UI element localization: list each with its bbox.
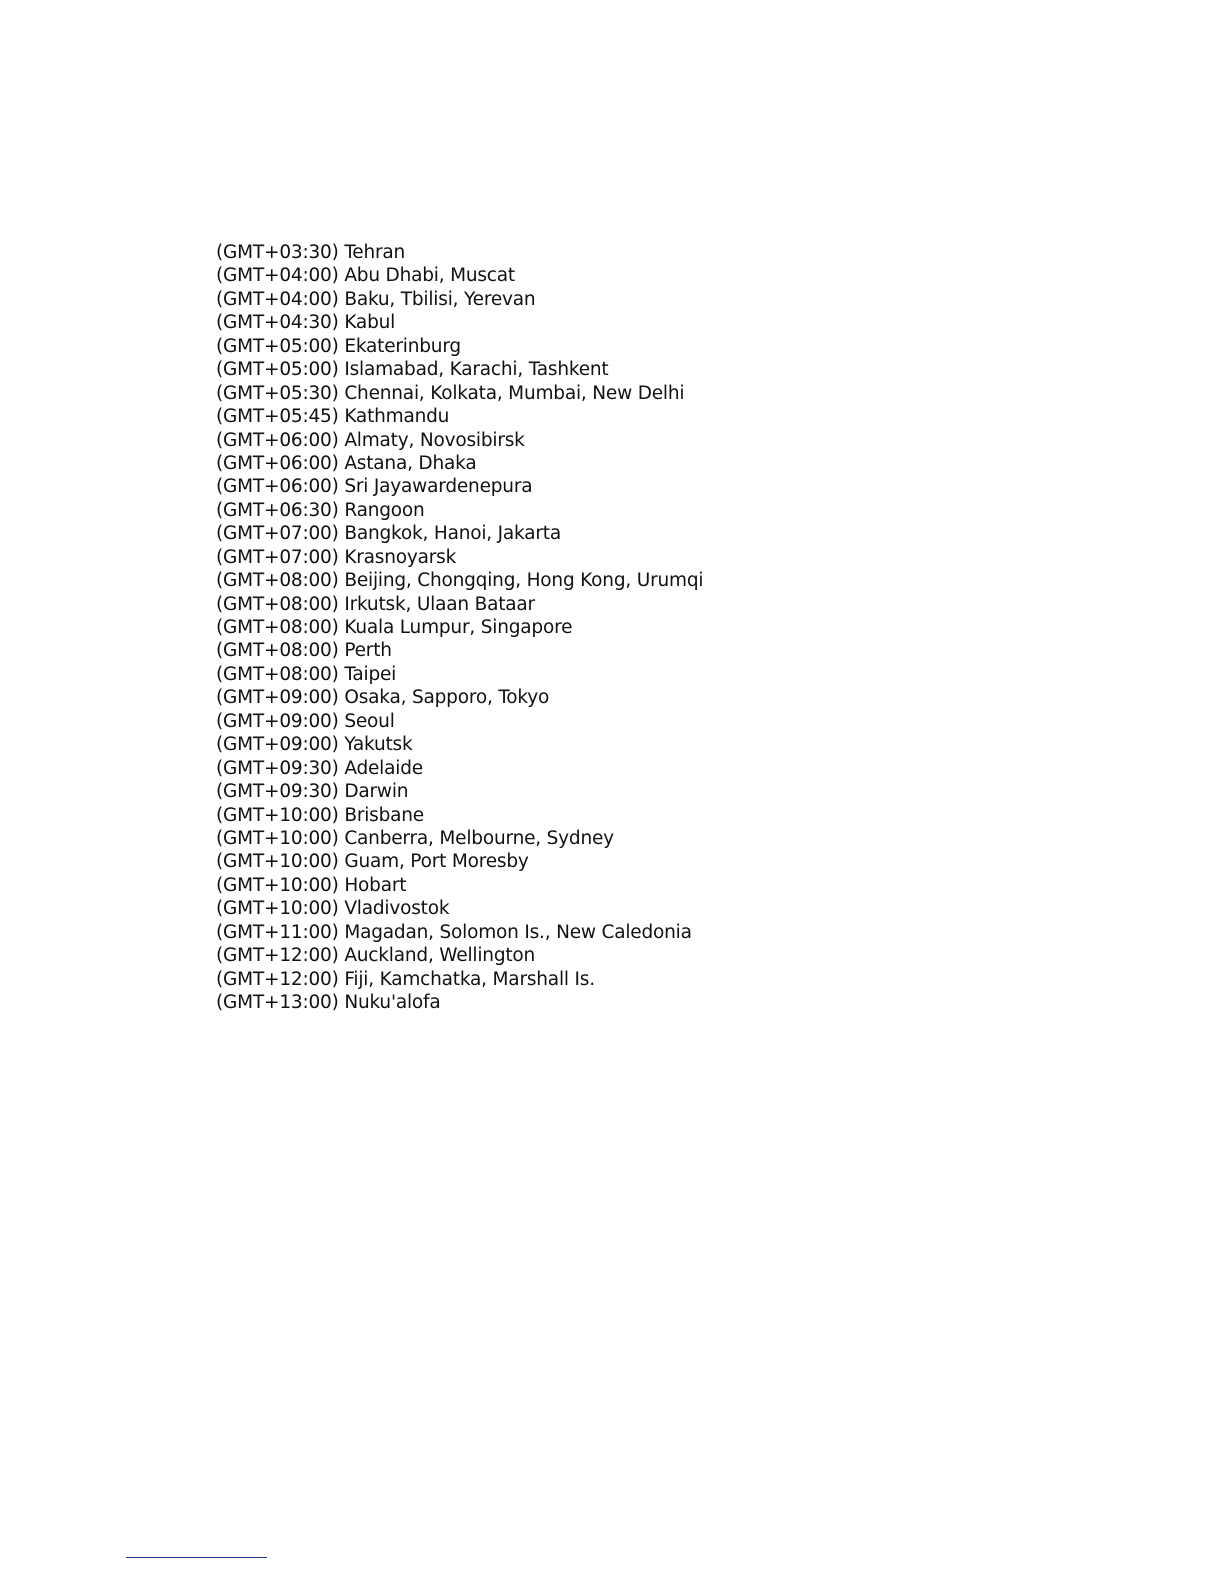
list-item: (GMT+12:00) Fiji, Kamchatka, Marshall Is. — [216, 968, 595, 990]
list-item: (GMT+12:00) Auckland, Wellington — [216, 945, 536, 967]
list-item: (GMT+06:00) Almaty, Novosibirsk — [216, 429, 525, 451]
list-item: (GMT+05:45) Kathmandu — [216, 406, 450, 428]
list-item: (GMT+10:00) Brisbane — [216, 804, 424, 826]
footnote-separator — [126, 1557, 267, 1558]
list-item: (GMT+04:30) Kabul — [216, 312, 396, 334]
list-item: (GMT+10:00) Canberra, Melbourne, Sydney — [216, 827, 614, 849]
list-item: (GMT+08:00) Beijing, Chongqing, Hong Kong, Urumqi — [216, 570, 704, 592]
list-item: (GMT+05:00) Ekaterinburg — [216, 335, 461, 357]
list-item: (GMT+10:00) Vladivostok — [216, 898, 450, 920]
list-item: (GMT+10:00) Guam, Port Moresby — [216, 851, 529, 873]
list-item: (GMT+13:00) Nuku'alofa — [216, 992, 441, 1013]
list-item: (GMT+07:00) Bangkok, Hanoi, Jakarta — [216, 523, 561, 545]
list-item: (GMT+06:00) Sri Jayawardenepura — [216, 476, 533, 498]
list-item: (GMT+04:00) Abu Dhabi, Muscat — [216, 265, 515, 287]
list-item: (GMT+06:30) Rangoon — [216, 499, 425, 521]
list-item: (GMT+04:00) Baku, Tbilisi, Yerevan — [216, 288, 536, 310]
list-item: (GMT+08:00) Irkutsk, Ulaan Bataar — [216, 593, 535, 615]
list-item: (GMT+05:00) Islamabad, Karachi, Tashkent — [216, 359, 609, 381]
list-item: (GMT+09:30) Adelaide — [216, 757, 423, 779]
list-item: (GMT+09:00) Yakutsk — [216, 734, 413, 756]
list-item: (GMT+11:00) Magadan, Solomon Is., New Caledonia — [216, 921, 692, 943]
list-item: (GMT+03:30) Tehran — [216, 242, 406, 263]
list-item: (GMT+08:00) Kuala Lumpur, Singapore — [216, 617, 573, 638]
timezone-list — [216, 241, 703, 1014]
list-item: (GMT+07:00) Krasnoyarsk — [216, 546, 457, 568]
list-item: (GMT+09:30) Darwin — [216, 781, 409, 803]
list-item: (GMT+08:00) Taipei — [216, 663, 397, 685]
list-item: (GMT+10:00) Hobart — [216, 874, 407, 896]
list-item: (GMT+09:00) Seoul — [216, 710, 395, 732]
list-item: (GMT+05:30) Chennai, Kolkata, Mumbai, New Delhi — [216, 382, 685, 404]
list-item: (GMT+09:00) Osaka, Sapporo, Tokyo — [216, 687, 550, 709]
list-item: (GMT+08:00) Perth — [216, 640, 392, 662]
list-item: (GMT+06:00) Astana, Dhaka — [216, 452, 477, 474]
